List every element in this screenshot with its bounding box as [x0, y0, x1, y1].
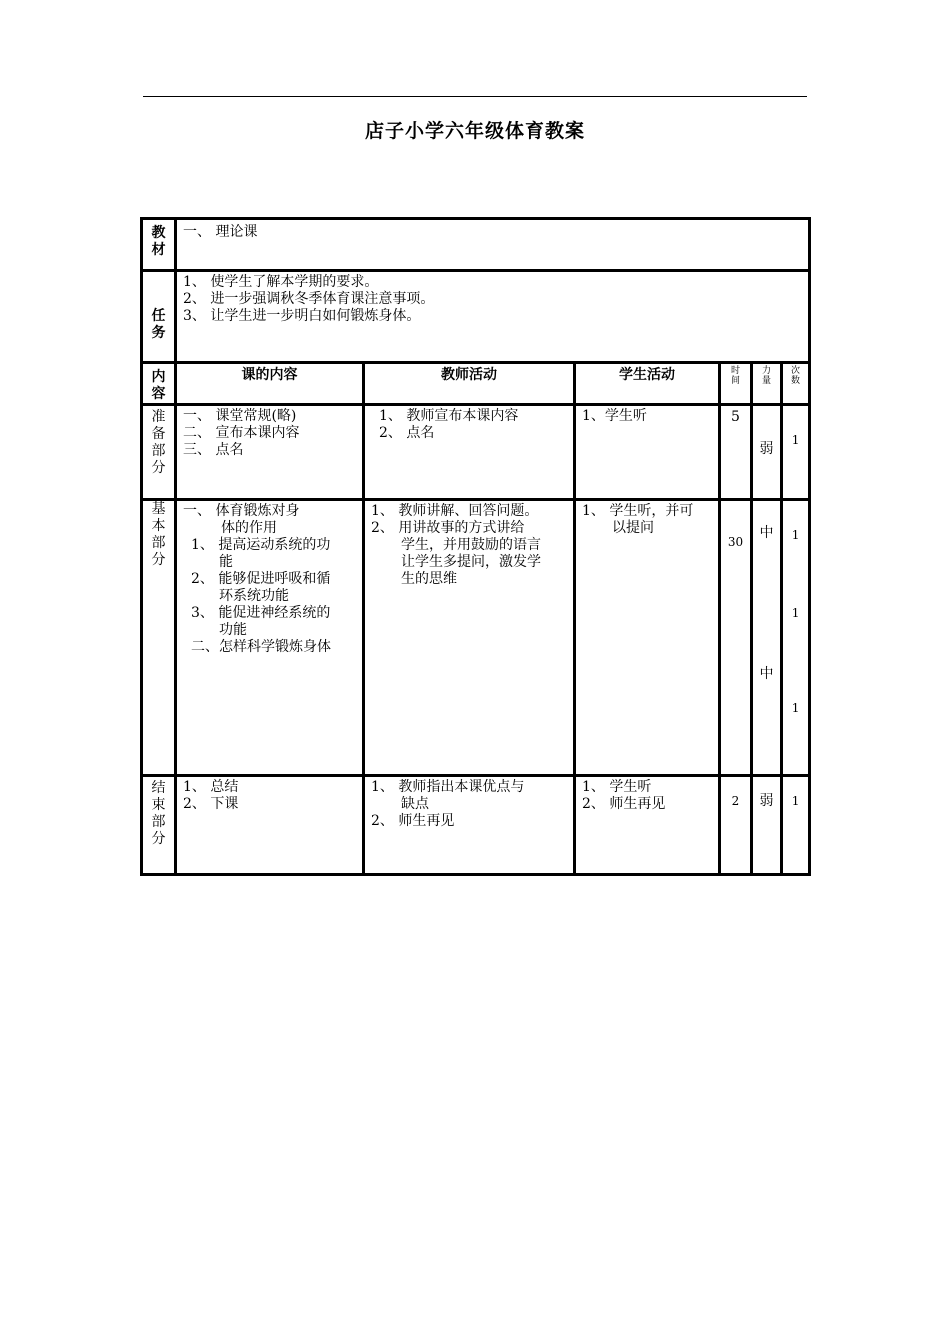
column-force: 力 量	[752, 363, 782, 405]
prep-row	[142, 405, 810, 500]
end-student: 1、 学生听 2、 师生再见	[575, 776, 720, 875]
prep-force: 弱	[752, 405, 782, 500]
end-label: 结 束 部 分	[142, 776, 176, 875]
basic-row	[142, 500, 810, 776]
end-content: 1、 总结 2、 下课	[176, 776, 364, 875]
end-time: 2	[720, 776, 752, 875]
task-row	[142, 271, 810, 363]
basic-student: 1、 学生听，并可 以提问	[575, 500, 720, 776]
basic-teacher: 1、 教师讲解、回答问题。 2、 用讲故事的方式讲给 学生，并用鼓励的语言 让学生多提问，激发学 生的思维	[364, 500, 575, 776]
column-student: 学生活动	[575, 363, 720, 405]
end-count: 1	[782, 776, 810, 875]
column-header-row	[142, 363, 810, 405]
prep-teacher: 1、 教师宣布本课内容 2、 点名	[364, 405, 575, 500]
prep-content: 一、 课堂常规(略) 二、 宣布本课内容 三、 点名	[176, 405, 364, 500]
end-force: 弱	[752, 776, 782, 875]
task-text	[176, 271, 810, 363]
column-teacher: 教师活动	[364, 363, 575, 405]
lesson-plan-table	[140, 217, 811, 876]
task-item: 1、 使学生了解本学期的要求。	[183, 274, 379, 290]
prep-label: 准 备 部 分	[142, 405, 176, 500]
prep-count: 1	[782, 405, 810, 500]
end-teacher: 1、 教师指出本课优点与 缺点 2、 师生再见	[364, 776, 575, 875]
basic-content: 一、 体育锻炼对身 体的作用 1、 提高运动系统的功 能 2、 能够促进呼吸和循 环系统功能 3、 能促进神经系统的 功能 二、怎样科学锻炼身体	[176, 500, 364, 776]
material-label: 教 材	[142, 219, 176, 271]
column-count: 次 数	[782, 363, 810, 405]
end-row	[142, 776, 810, 875]
basic-force: 中 中	[752, 500, 782, 776]
task-label: 任 务	[142, 271, 176, 363]
basic-label: 基 本 部 分	[142, 500, 176, 776]
material-text: 一、 理论课	[176, 219, 810, 271]
column-content: 课的内容	[176, 363, 364, 405]
material-row	[142, 219, 810, 271]
prep-time: 5	[720, 405, 752, 500]
basic-count: 1 1 1	[782, 500, 810, 776]
basic-time: 30	[720, 500, 752, 776]
column-time: 时 间	[720, 363, 752, 405]
task-item: 2、 进一步强调秋冬季体育课注意事项。	[183, 291, 435, 307]
task-item: 3、 让学生进一步明白如何锻炼身体。	[183, 308, 421, 324]
prep-student: 1、学生听	[575, 405, 720, 500]
header-rule	[143, 96, 807, 97]
page-title: 店子小学六年级体育教案	[364, 120, 585, 142]
content-label: 内 容	[142, 363, 176, 405]
